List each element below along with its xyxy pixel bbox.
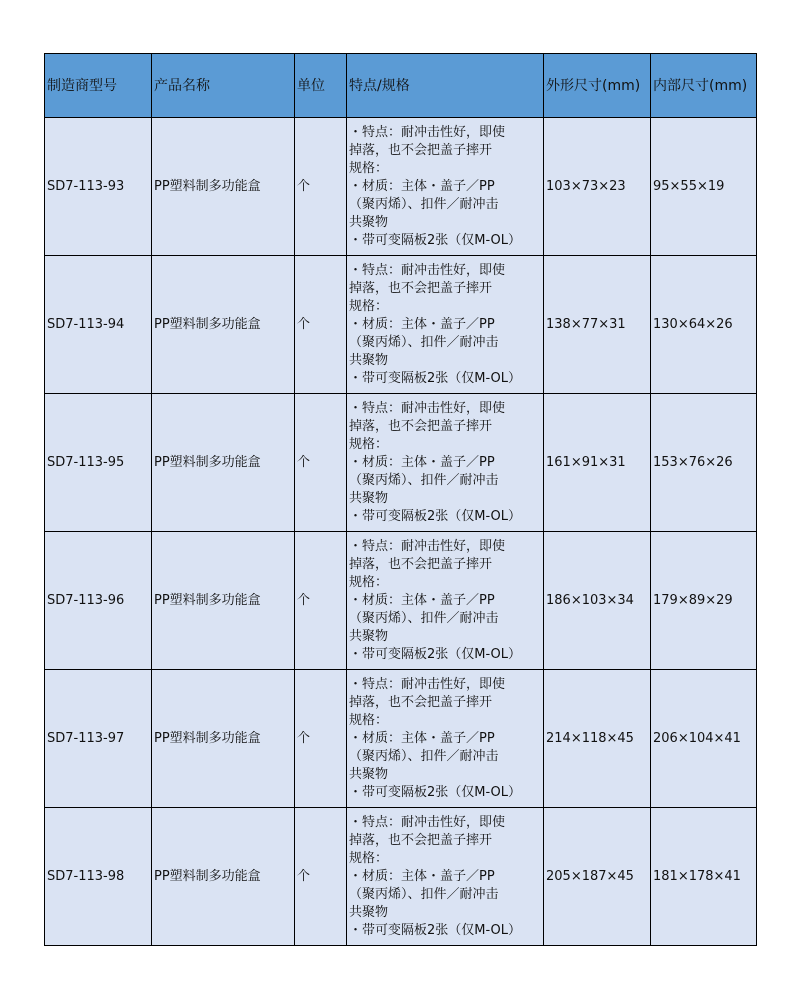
- header-model: 制造商型号: [45, 54, 152, 118]
- inner-size-cell: 95×55×19: [651, 118, 757, 256]
- table-row: [45, 256, 757, 394]
- outer-size-cell: 214×118×45: [544, 670, 651, 808]
- header-unit: 单位: [295, 54, 347, 118]
- product-name-cell: PP塑料制多功能盒: [152, 532, 295, 670]
- features-cell: ・特点：耐冲击性好，即使 掉落，也不会把盖子摔开 规格： ・材质：主体・盖子／PP （聚丙烯）、扣件／耐冲击 共聚物 ・带可变隔板2张（仅M-OL）: [347, 808, 544, 946]
- table-header-row: [45, 54, 757, 118]
- features-cell: ・特点：耐冲击性好，即使 掉落，也不会把盖子摔开 规格： ・材质：主体・盖子／PP （聚丙烯）、扣件／耐冲击 共聚物 ・带可变隔板2张（仅M-OL）: [347, 394, 544, 532]
- table-row: [45, 670, 757, 808]
- model-cell: SD7-113-95: [45, 394, 152, 532]
- unit-cell: 个: [295, 394, 347, 532]
- model-cell: SD7-113-93: [45, 118, 152, 256]
- inner-size-cell: 206×104×41: [651, 670, 757, 808]
- header-inner-size: 内部尺寸(mm): [651, 54, 757, 118]
- table-row: [45, 118, 757, 256]
- product-name-cell: PP塑料制多功能盒: [152, 118, 295, 256]
- inner-size-cell: 153×76×26: [651, 394, 757, 532]
- features-cell: ・特点：耐冲击性好，即使 掉落，也不会把盖子摔开 规格： ・材质：主体・盖子／PP （聚丙烯）、扣件／耐冲击 共聚物 ・带可变隔板2张（仅M-OL）: [347, 118, 544, 256]
- header-outer-size: 外形尺寸(mm): [544, 54, 651, 118]
- unit-cell: 个: [295, 808, 347, 946]
- inner-size-cell: 179×89×29: [651, 532, 757, 670]
- table-row: [45, 808, 757, 946]
- model-cell: SD7-113-96: [45, 532, 152, 670]
- outer-size-cell: 205×187×45: [544, 808, 651, 946]
- model-cell: SD7-113-94: [45, 256, 152, 394]
- unit-cell: 个: [295, 256, 347, 394]
- outer-size-cell: 138×77×31: [544, 256, 651, 394]
- product-name-cell: PP塑料制多功能盒: [152, 394, 295, 532]
- features-cell: ・特点：耐冲击性好，即使 掉落，也不会把盖子摔开 规格： ・材质：主体・盖子／PP （聚丙烯）、扣件／耐冲击 共聚物 ・带可变隔板2张（仅M-OL）: [347, 670, 544, 808]
- inner-size-cell: 130×64×26: [651, 256, 757, 394]
- outer-size-cell: 186×103×34: [544, 532, 651, 670]
- header-features-spec: 特点/规格: [347, 54, 544, 118]
- features-cell: ・特点：耐冲击性好，即使 掉落，也不会把盖子摔开 规格： ・材质：主体・盖子／PP （聚丙烯）、扣件／耐冲击 共聚物 ・带可变隔板2张（仅M-OL）: [347, 256, 544, 394]
- product-spec-table: [44, 53, 757, 946]
- unit-cell: 个: [295, 670, 347, 808]
- outer-size-cell: 161×91×31: [544, 394, 651, 532]
- unit-cell: 个: [295, 532, 347, 670]
- outer-size-cell: 103×73×23: [544, 118, 651, 256]
- product-name-cell: PP塑料制多功能盒: [152, 808, 295, 946]
- inner-size-cell: 181×178×41: [651, 808, 757, 946]
- unit-cell: 个: [295, 118, 347, 256]
- header-product-name: 产品名称: [152, 54, 295, 118]
- product-name-cell: PP塑料制多功能盒: [152, 256, 295, 394]
- features-cell: ・特点：耐冲击性好，即使 掉落，也不会把盖子摔开 规格： ・材质：主体・盖子／PP （聚丙烯）、扣件／耐冲击 共聚物 ・带可变隔板2张（仅M-OL）: [347, 532, 544, 670]
- table-row: [45, 532, 757, 670]
- table-row: [45, 394, 757, 532]
- model-cell: SD7-113-98: [45, 808, 152, 946]
- product-name-cell: PP塑料制多功能盒: [152, 670, 295, 808]
- model-cell: SD7-113-97: [45, 670, 152, 808]
